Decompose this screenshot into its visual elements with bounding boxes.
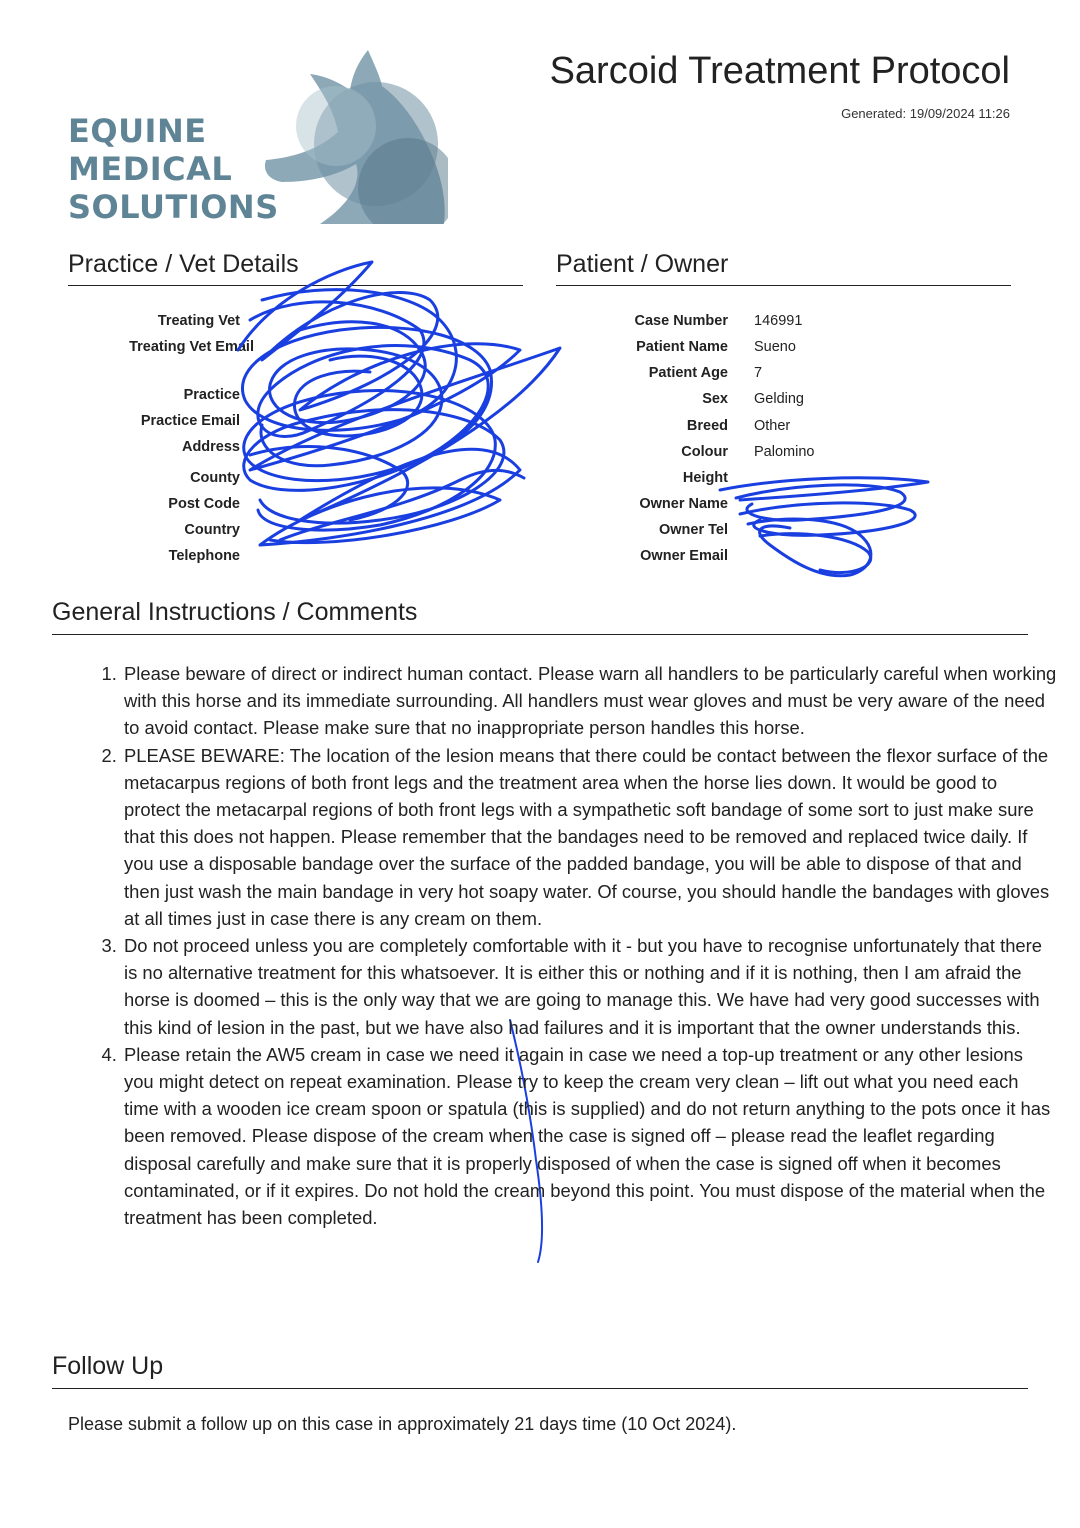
patient-heading: Patient / Owner bbox=[556, 250, 729, 278]
label-breed: Breed bbox=[686, 418, 728, 434]
label-case-number: Case Number bbox=[634, 313, 728, 329]
instructions-list bbox=[84, 660, 1057, 1231]
label-practice-email: Practice Email bbox=[140, 413, 240, 429]
instruction-item: 3. Do not proceed unless you are completely comfortable with it - but you have to recognise unfortunately that there is no alternative treatment for this whatsoever. It is either this or nothing and if it is nothing, then I am afraid the horse is doomed – this is the only way that we are going to manage this. We have had very good successes with this kind of lesion in the past, but we have also had failures and it is important that the owner understands this. bbox=[122, 932, 1057, 1041]
label-height: Height bbox=[682, 470, 728, 486]
instruction-item: 1. Please beware of direct or indirect human contact. Please warn all handlers to be particularly careful when working with this horse and its immediate surrounding. All handlers must wear gloves and must be very aware of the need to avoid contact. Please make sure that no inappropriate person handles this horse. bbox=[122, 660, 1057, 742]
label-colour: Colour bbox=[681, 444, 728, 460]
practice-redaction-scribble bbox=[238, 262, 560, 545]
label-telephone: Telephone bbox=[168, 548, 240, 564]
label-practice: Practice bbox=[183, 387, 240, 403]
logo-line-2: MEDICAL bbox=[68, 150, 233, 188]
instruction-item: 2. PLEASE BEWARE: The location of the lesion means that there could be contact between the flexor surface of the metacarpus regions of both front legs and the treatment area when the horse lies down. It would be good to protect the metacarpal regions of both front legs with a sympathetic soft bandage of some sort to just make sure that this does not happen. Please remember that the bandages need to be removed and replaced twice daily. If you use a disposable bandage over the surface of the padded bandage, you will be able to dispose of that and then just wash the main bandage in very hot soapy water. Of course, you should handle the bandages with gloves at all times just in case there is any cream on them. bbox=[122, 742, 1057, 932]
value-breed: Other bbox=[754, 418, 791, 434]
label-post-code: Post Code bbox=[168, 496, 240, 512]
instructions-heading: General Instructions / Comments bbox=[52, 598, 418, 626]
label-treating-vet: Treating Vet bbox=[157, 313, 240, 329]
label-patient-name: Patient Name bbox=[636, 339, 728, 355]
horse-head-logo-icon bbox=[258, 48, 448, 224]
label-treating-vet-email: Treating Vet Email bbox=[129, 339, 254, 355]
patient-heading-rule bbox=[556, 285, 1011, 286]
value-patient-name: Sueno bbox=[754, 339, 796, 355]
value-case-number: 146991 bbox=[754, 313, 803, 329]
logo-line-3: SOLUTIONS bbox=[68, 188, 279, 226]
followup-heading: Follow Up bbox=[52, 1352, 164, 1380]
label-owner-email: Owner Email bbox=[640, 548, 728, 564]
label-country: Country bbox=[184, 522, 240, 538]
value-colour: Palomino bbox=[754, 444, 815, 460]
instructions-heading-rule bbox=[52, 634, 1028, 635]
label-sex: Sex bbox=[702, 391, 728, 407]
value-sex: Gelding bbox=[754, 391, 804, 407]
label-patient-age: Patient Age bbox=[648, 365, 728, 381]
followup-text: Please submit a follow up on this case in approximately 21 days time (10 Oct 2024). bbox=[68, 1414, 737, 1434]
practice-heading: Practice / Vet Details bbox=[68, 250, 299, 278]
label-owner-tel: Owner Tel bbox=[658, 522, 728, 538]
owner-redaction-scribble bbox=[720, 478, 928, 576]
practice-heading-rule bbox=[68, 285, 523, 286]
value-patient-age: 7 bbox=[754, 365, 763, 381]
label-address: Address bbox=[181, 439, 240, 455]
logo-line-1: EQUINE bbox=[68, 112, 207, 150]
label-county: County bbox=[190, 470, 240, 486]
label-owner-name: Owner Name bbox=[639, 496, 728, 512]
generated-timestamp: Generated: 19/09/2024 11:26 bbox=[841, 106, 1010, 121]
followup-heading-rule bbox=[52, 1388, 1028, 1389]
page-title: Sarcoid Treatment Protocol bbox=[549, 50, 1010, 92]
instruction-item: 4. Please retain the AW5 cream in case we need it again in case we need a top-up treatment or any other lesions you might detect on repeat examination. Please try to keep the cream very clean – lift out what you need each time with a wooden ice cream spoon or spatula (this is supplied) and do not return anything to the pots once it has been removed. Please dispose of the cream when the case is signed off – please read the leaflet regarding disposal carefully and make sure that it is properly disposed of when the case is signed off when it becomes contaminated, or if it expires. Do not hold the cream beyond this point. You must dispose of the material when the treatment has been completed. bbox=[122, 1041, 1057, 1231]
